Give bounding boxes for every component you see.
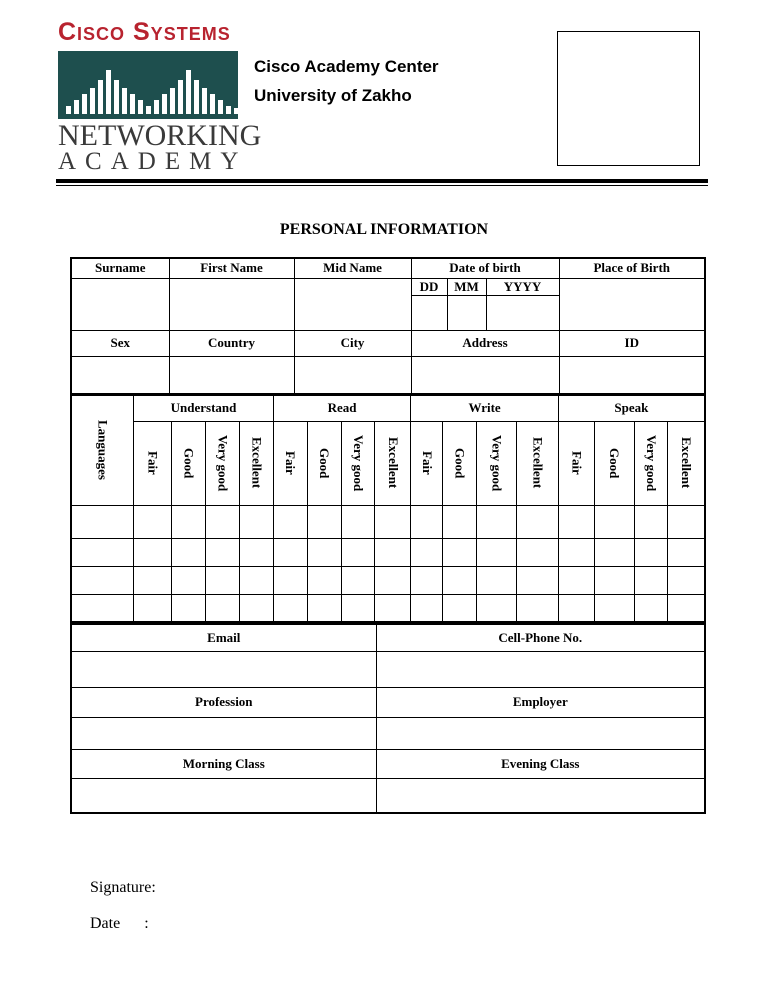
level-header (634, 421, 668, 505)
level-header (411, 421, 443, 505)
language-name-field[interactable] (71, 538, 134, 566)
language-level-cell[interactable] (375, 538, 411, 566)
level-header (206, 421, 240, 505)
dob-mm-field[interactable] (447, 295, 486, 330)
level-label: Very good (644, 434, 659, 492)
language-level-cell[interactable] (341, 538, 375, 566)
understand-label: Understand (134, 395, 274, 421)
level-header (172, 421, 206, 505)
language-level-cell[interactable] (516, 566, 558, 594)
cell-phone-label: Cell-Phone No. (376, 624, 705, 651)
language-level-cell[interactable] (411, 594, 443, 622)
id-label: ID (559, 330, 705, 356)
morning-class-field[interactable] (71, 778, 376, 813)
language-name-field[interactable] (71, 505, 134, 538)
language-level-cell[interactable] (594, 594, 634, 622)
dob-label: Date of birth (411, 258, 559, 278)
surname-field[interactable] (71, 278, 169, 330)
logo-bar (82, 94, 87, 114)
dob-dd-field[interactable] (411, 295, 447, 330)
pob-label: Place of Birth (559, 258, 705, 278)
logo-bar (138, 100, 143, 114)
university-name: University of Zakho (254, 86, 412, 105)
logo-bar (186, 70, 191, 114)
level-label: Excellent (530, 437, 546, 489)
cell-phone-field[interactable] (376, 651, 705, 687)
language-level-cell[interactable] (634, 594, 668, 622)
logo-academy-text: ACADEMY (58, 148, 248, 175)
logo-cisco-systems-text: Cisco Systems (58, 18, 231, 46)
level-header (134, 421, 172, 505)
language-level-cell[interactable] (239, 594, 273, 622)
signature-label: Signature: (90, 879, 156, 896)
center-name: Cisco Academy Center (254, 57, 439, 76)
language-level-cell[interactable] (206, 505, 240, 538)
language-level-cell[interactable] (634, 566, 668, 594)
language-level-cell[interactable] (558, 505, 594, 538)
logo-bar (106, 70, 111, 114)
languages-label (71, 395, 134, 505)
language-level-cell[interactable] (516, 538, 558, 566)
dob-yyyy-label: YYYY (486, 278, 559, 295)
language-level-cell[interactable] (206, 566, 240, 594)
address-field[interactable] (411, 356, 559, 394)
level-label: Very good (489, 434, 505, 492)
language-name-field[interactable] (71, 566, 134, 594)
logo-bar (178, 80, 183, 114)
language-level-cell[interactable] (411, 538, 443, 566)
employer-field[interactable] (376, 717, 705, 749)
language-level-cell[interactable] (668, 505, 705, 538)
header-rule-thick (56, 179, 708, 183)
level-label: Good (181, 447, 197, 479)
logo-bar (74, 100, 79, 114)
evening-class-field[interactable] (376, 778, 705, 813)
language-level-cell[interactable] (375, 594, 411, 622)
level-header (341, 421, 375, 505)
email-field[interactable] (71, 651, 376, 687)
level-label: Very good (215, 434, 231, 492)
logo-bar (114, 80, 119, 114)
language-level-cell[interactable] (273, 505, 307, 538)
write-label: Write (411, 395, 559, 421)
language-level-cell[interactable] (307, 566, 341, 594)
language-level-cell[interactable] (307, 538, 341, 566)
language-level-cell[interactable] (443, 538, 477, 566)
language-level-cell[interactable] (307, 594, 341, 622)
personal-info-table (70, 257, 706, 395)
center-heading (254, 52, 439, 110)
logo-bar (162, 94, 167, 114)
logo-bar (210, 94, 215, 114)
speak-label: Speak (558, 395, 705, 421)
language-level-cell[interactable] (172, 538, 206, 566)
level-header (594, 421, 634, 505)
level-header (516, 421, 558, 505)
language-level-cell[interactable] (273, 566, 307, 594)
level-label: Good (317, 447, 333, 479)
profession-label: Profession (71, 687, 376, 717)
mid-name-label: Mid Name (294, 258, 411, 278)
id-field[interactable] (559, 356, 705, 394)
cisco-networking-academy-logo (58, 18, 262, 175)
email-label: Email (71, 624, 376, 651)
header-rule-thin (56, 185, 708, 186)
dob-mm-label: MM (447, 278, 486, 295)
language-name-field[interactable] (71, 594, 134, 622)
language-level-cell[interactable] (134, 566, 172, 594)
logo-bar (234, 108, 238, 114)
dob-dd-label: DD (411, 278, 447, 295)
language-level-cell[interactable] (172, 505, 206, 538)
logo-bar (154, 100, 159, 114)
logo-bar (146, 106, 151, 114)
logo-bar (98, 80, 103, 114)
date-label: Date : (90, 915, 149, 932)
level-label: Fair (283, 451, 299, 475)
level-header (668, 421, 705, 505)
language-level-cell[interactable] (341, 505, 375, 538)
level-label: Fair (145, 451, 161, 475)
language-level-cell[interactable] (594, 538, 634, 566)
logo-bar (226, 106, 231, 114)
language-level-cell[interactable] (307, 505, 341, 538)
photo-box[interactable] (557, 31, 700, 166)
language-level-cell[interactable] (375, 505, 411, 538)
contact-table (70, 623, 706, 814)
level-label: Very good (351, 434, 366, 492)
language-level-cell[interactable] (634, 538, 668, 566)
language-level-cell[interactable] (443, 594, 477, 622)
pob-field[interactable] (559, 278, 705, 330)
language-level-cell[interactable] (134, 594, 172, 622)
profession-field[interactable] (71, 717, 376, 749)
language-level-cell[interactable] (134, 505, 172, 538)
level-header (375, 421, 411, 505)
language-level-cell[interactable] (594, 566, 634, 594)
language-level-cell[interactable] (477, 566, 517, 594)
language-level-cell[interactable] (239, 538, 273, 566)
level-label: Good (607, 447, 623, 479)
country-label: Country (169, 330, 294, 356)
morning-class-label: Morning Class (71, 749, 376, 778)
level-header (477, 421, 517, 505)
languages-label-text: Languages (95, 420, 111, 481)
language-level-cell[interactable] (375, 566, 411, 594)
language-level-cell[interactable] (172, 566, 206, 594)
level-label: Fair (569, 451, 585, 475)
language-level-cell[interactable] (134, 538, 172, 566)
language-level-cell[interactable] (273, 538, 307, 566)
level-label: Fair (419, 451, 435, 475)
language-level-cell[interactable] (668, 538, 705, 566)
language-level-cell[interactable] (273, 594, 307, 622)
country-field[interactable] (169, 356, 294, 394)
logo-networking-text: NETWORKING (58, 119, 262, 152)
logo-bar (194, 80, 199, 114)
level-label: Excellent (679, 437, 695, 489)
language-level-cell[interactable] (239, 505, 273, 538)
language-level-cell[interactable] (443, 566, 477, 594)
first-name-field[interactable] (169, 278, 294, 330)
sex-label: Sex (71, 330, 169, 356)
language-level-cell[interactable] (634, 505, 668, 538)
address-label: Address (411, 330, 559, 356)
language-level-cell[interactable] (443, 505, 477, 538)
first-name-label: First Name (169, 258, 294, 278)
language-level-cell[interactable] (516, 594, 558, 622)
logo-bar (170, 88, 175, 114)
city-label: City (294, 330, 411, 356)
language-level-cell[interactable] (477, 594, 517, 622)
language-level-cell[interactable] (477, 538, 517, 566)
logo-bar (202, 88, 207, 114)
language-level-cell[interactable] (239, 566, 273, 594)
language-level-cell[interactable] (594, 505, 634, 538)
language-level-cell[interactable] (341, 566, 375, 594)
level-label: Excellent (249, 437, 265, 489)
employer-label: Employer (376, 687, 705, 717)
language-level-cell[interactable] (206, 594, 240, 622)
level-label: Excellent (385, 437, 401, 489)
city-field[interactable] (294, 356, 411, 394)
logo-bridge-bars (58, 51, 238, 119)
language-level-cell[interactable] (172, 594, 206, 622)
sex-field[interactable] (71, 356, 169, 394)
logo-bar (90, 88, 95, 114)
language-level-cell[interactable] (477, 505, 517, 538)
language-level-cell[interactable] (411, 566, 443, 594)
logo-bar (122, 88, 127, 114)
page-title: PERSONAL INFORMATION (279, 221, 489, 238)
evening-class-label: Evening Class (376, 749, 705, 778)
language-level-cell[interactable] (558, 538, 594, 566)
level-header (273, 421, 307, 505)
mid-name-field[interactable] (294, 278, 411, 330)
level-header (307, 421, 341, 505)
language-level-cell[interactable] (668, 566, 705, 594)
language-level-cell[interactable] (558, 594, 594, 622)
logo-bar (66, 106, 71, 114)
level-header (558, 421, 594, 505)
language-level-cell[interactable] (516, 505, 558, 538)
level-label: Good (452, 447, 468, 479)
language-level-cell[interactable] (341, 594, 375, 622)
language-level-cell[interactable] (411, 505, 443, 538)
read-label: Read (273, 395, 411, 421)
surname-label: Surname (71, 258, 169, 278)
logo-bar (130, 94, 135, 114)
languages-table (70, 394, 706, 623)
logo-bar (218, 100, 223, 114)
language-level-cell[interactable] (668, 594, 705, 622)
dob-yyyy-field[interactable] (486, 295, 559, 330)
level-header (239, 421, 273, 505)
language-level-cell[interactable] (206, 538, 240, 566)
level-header (443, 421, 477, 505)
language-level-cell[interactable] (558, 566, 594, 594)
